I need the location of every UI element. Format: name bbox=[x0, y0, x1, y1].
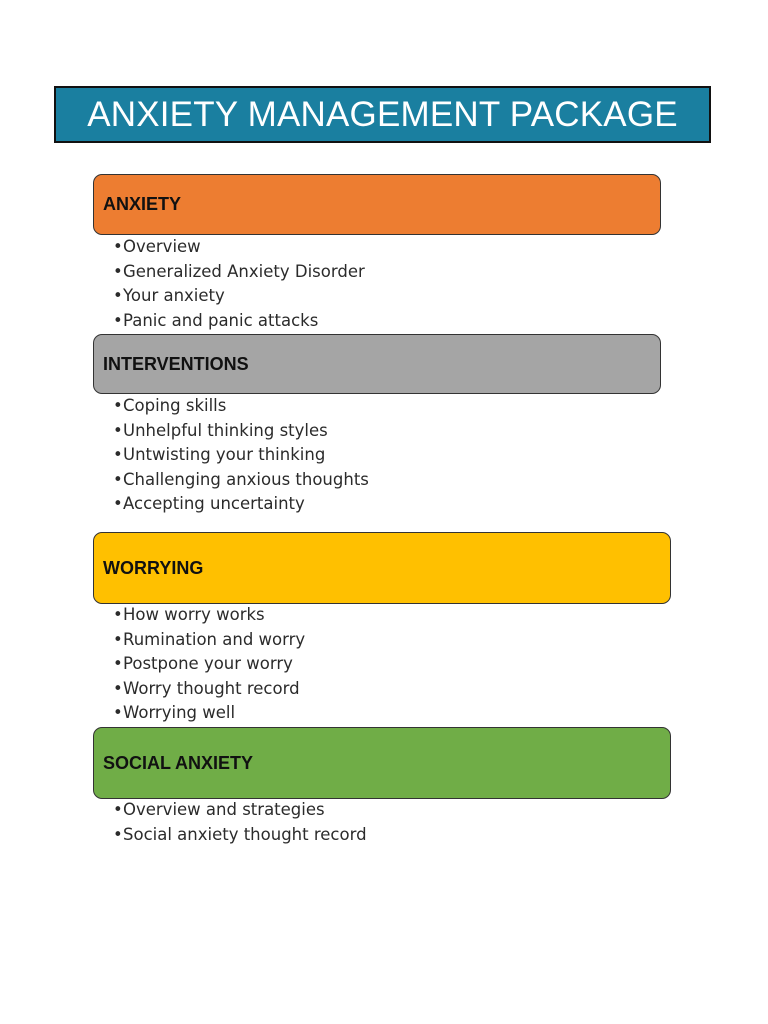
section-header-anxiety bbox=[93, 174, 661, 235]
list-item: •Social anxiety thought record bbox=[113, 824, 367, 844]
worrying-list bbox=[113, 603, 305, 726]
section-header-interventions bbox=[93, 334, 661, 394]
interventions-list bbox=[113, 394, 369, 517]
section-title-interventions: INTERVENTIONS bbox=[103, 353, 249, 374]
list-item: •Your anxiety bbox=[113, 286, 225, 305]
section-header-social-anxiety bbox=[93, 727, 671, 799]
list-item: •Worrying well bbox=[113, 703, 236, 722]
list-item: •Panic and panic attacks bbox=[113, 310, 319, 330]
list-item: •Unhelpful thinking styles bbox=[113, 420, 328, 440]
title-banner bbox=[54, 86, 711, 143]
section-title-social-anxiety: SOCIAL ANXIETY bbox=[103, 752, 254, 773]
list-item: •Generalized Anxiety Disorder bbox=[113, 261, 365, 281]
list-item: •Challenging anxious thoughts bbox=[113, 469, 369, 489]
section-title-anxiety: ANXIETY bbox=[103, 194, 182, 214]
list-item: •Postpone your worry bbox=[113, 654, 293, 673]
list-item: •Overview and strategies bbox=[113, 800, 325, 819]
list-item: •Worry thought record bbox=[113, 678, 300, 698]
section-header-worrying bbox=[93, 532, 671, 604]
list-item: •Untwisting your thinking bbox=[113, 445, 326, 464]
social-anxiety-list bbox=[113, 798, 367, 847]
list-item: •Rumination and worry bbox=[113, 629, 306, 649]
page-title: ANXIETY MANAGEMENT PACKAGE bbox=[87, 94, 678, 134]
anxiety-list bbox=[113, 235, 365, 333]
list-item: •How worry works bbox=[113, 605, 265, 624]
list-item: •Coping skills bbox=[113, 396, 227, 415]
section-title-worrying: WORRYING bbox=[103, 557, 204, 578]
list-item: •Accepting uncertainty bbox=[113, 494, 305, 513]
list-item: •Overview bbox=[113, 237, 201, 256]
